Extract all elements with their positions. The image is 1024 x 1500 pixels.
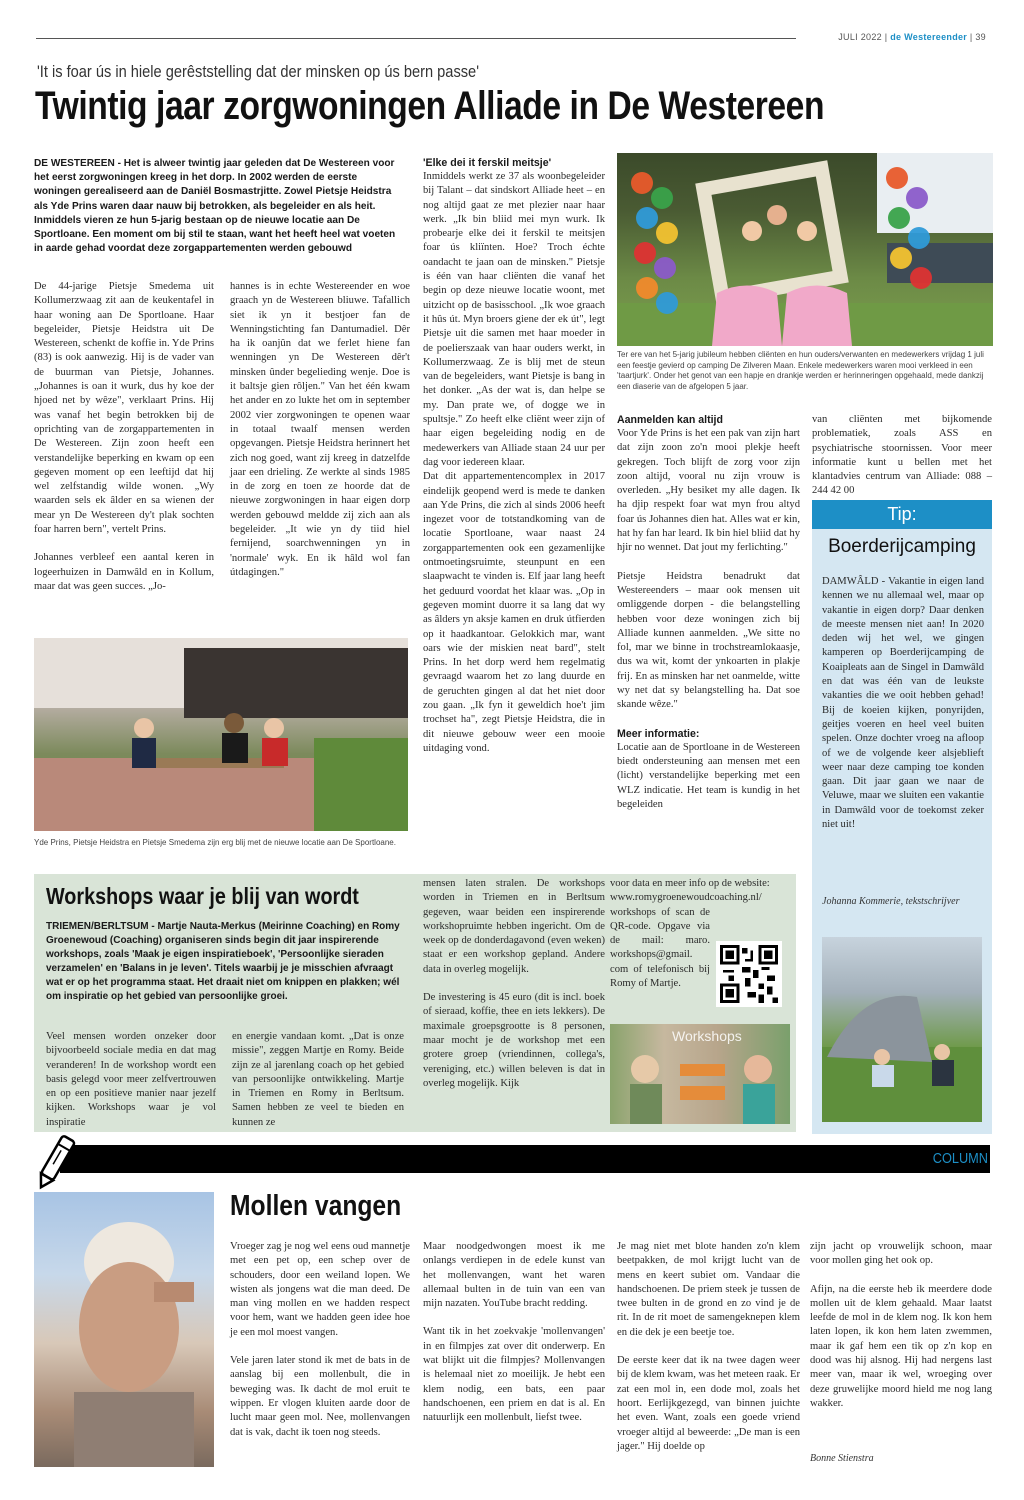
publication-name: de Westereender [890,32,968,42]
paragraph: De 44-jarige Pietsje Smedema uit Kollumerzwaag zit aan de keukentafel in haar woning aan De Sportloane. Haar begeleider, Pietsje Heidstra uit De Westereen, schenkt de koffie in. Yde Prins (83) is ook aanwezig. Hij is de vader van de buurman van Pietsje, Johannes. „Johannes is oan it wurk, dus hy koe der hjoed net by wêze", verklaart Prins. Hij was vanaf het begin betrokken bij de oprichting van de zorgappartementen in De Westereen. Zijn zoon heeft een verstandelijke beperking en kwam op een gegeven moment op een leeftijd dat hij wel zelfstandig wilde wonen. „Wy waarden sels ek âlder en sa wienen der mear yn De Westereen dy't plak sochten foar harren bern", vertelt Prins. [34,281,214,536]
article-column-4 [617,413,800,812]
paragraph: Vele jaren later stond ik met de bats in de aanslag bij een mollenbult, die in beweging was. Ik dacht de mol eruit te wippen. Er vlogen kluiten aarde door de lucht maar geen mol. Nee, mollenvangen dat is vak, dacht ik toen nog steeds. [230,1355,410,1438]
paragraph: Veel mensen worden onzeker door bijvoorbeeld sociale media en dat mag veranderen! In de workshop wordt een basis gelegd voor meer zelfvertrouwen en op een positieve manier naar jezelf kijken. Workshops waar je vol inspiratie [46,1031,216,1128]
paragraph: Maar noodgedwongen moest ik me onlangs verdiepen in de edele kunst van het mollenvangen, want het waren allemaal bulten in de tuin van een van mijn nazaten. YouTube bracht redding. [423,1241,605,1310]
paragraph: Voor Yde Prins is het een pak van zijn hart dat zijn zoon zo'n mooi plekje heeft gekregen. Toch blijft de zorg voor zijn zoon altijd, vooral nu zijn vrouw is overleden. „Hy besiket my alle dagen. Ik ha djip respekt foar wat myn frou altyd foar ús Johannes dien hat. Alles wat er kin, hat hy fan har leard. Ik bin hiel bliid dat hy hjir no wennet. Dat jout my ferlichting." [617,428,800,554]
photo-caption: Ter ere van het 5-jarig jubileum hebben cliënten en hun ouders/verwanten en medewerkers vrijdag 1 juli een feestje gevierd op camping De Zilveren Maan. Enkele medewerkers waren mooi verkleed in een 'taartjurk'. Onder het genot van een hapje en drankje werden er herinneringen opgehaald, mede dankzij een diaserie van de afgelopen 5 jaar. [617,350,984,391]
paragraph: en energie vandaan komt. „Dat is onze missie", zeggen Martje en Romy. Beide zijn ze al jarenlang coach op het gebied van persoonlijke ontwikkeling. Martje in Triemen en Romy in Berltsum. Samen hebben ze veel te bieden en kunnen ze [232,1031,404,1128]
author-illustration [34,1192,214,1467]
qr-code[interactable] [716,941,782,1007]
separator: | [884,32,891,42]
paragraph: De investering is 45 euro (dit is incl. boek of sieraad, koffie, thee en iets lekkers). De maximale groepsgrootte is 8 personen, maar mocht je de workshop met een grotere groep (vriendinnen, collega's, vereniging, etc.) willen beleven is dat in overleg mogelijk. Kijk [423,992,605,1089]
column-label: COLUMN [932,1150,988,1167]
tip-title: Boerderijcamping [828,536,976,557]
paragraph: Je mag niet met blote handen zo'n klem beetpakken, de mol krijgt lucht van de mens en keert subiet om. Vandaar die handschoenen. De priem steek je tussen de twee bulten in de grond en zo vind je de rit. In de rit moet de samengeknepen klem en die dek je een beetje toe. [617,1241,800,1338]
paragraph: Vroeger zag je nog wel eens oud mannetje met een pet op, een schep over de schouders, door een weiland lopen. We wisten als jongens wat die man deed. De man ving mollen en we hadden respect voor hem, want we hadden geen idee hoe je een mol moest vangen. [230,1241,410,1338]
workshop-title: Workshops waar je blij van wordt [46,883,359,909]
article-intro: DE WESTEREEN - Het is alweer twintig jaar geleden dat De Westereen voor het eerst zorgwoningen kreeg in het dorp. In 2002 werden de eerste woningen gerealiseerd aan de Daniël Bosmastrjitte. Zowel Pietsje Heidstra als Yde Prins waren daar nauw bij betrokken, als begeleider en als heit. Inmiddels vieren ze hun 5-jarig bestaan op de nieuwe locatie aan De Sportloane. Een moment om bij stil te staan, want het heeft heel wat voeten in aarde gehad voordat deze zorgappartementen werden gebouwd [34,158,396,255]
column-title: Mollen vangen [230,1190,402,1222]
article-headline: Twintig jaar zorgwoningen Alliade in De Westereen [35,84,825,128]
paragraph: workshops of scan de QR-code. Opgave via de mail: maro. workshops@gmail. com of telefonisch bij Romy of Martje. [610,906,710,990]
paragraph: Locatie aan de Sportloane in de Westereen biedt ondersteuning aan mensen met een (licht) verstandelijke beperking met een WLZ indicatie. Het team is kundig in het begeleiden [617,741,800,810]
subheading: Meer informatie: [617,727,700,740]
workshop-photo-text: Workshops [672,1028,742,1044]
website-link[interactable]: www.romygroenewoudcoaching.nl/ [610,892,762,904]
tip-label: Tip: [812,500,992,529]
pen-icon [30,1133,80,1193]
tip-body: DAMWÂLD - Vakantie in eigen land kennen we nu allemaal wel, maar op vakantie in eigen dorp? Daar denken de meeste mensen niet aan! In 2020 deden wij het wel, we gingen kamperen op Boerderijcamping de Koaipleats aan de Singel in Damwâld en dat was één van de leukste vakanties die we ooit hebben gehad! Bij de koeien kijken, ponyrijden, geitjes voeren en heel veel buiten spelen. Onze dochter vroeg na afloop of we de volgende keer alsjeblieft weer naar deze camping toe konden gaan. Dit jaar gaan we naar de Veluwe, maar we sluiten een vakantie in Damwâld voor de toekomst zeker niet uit! [822,576,984,831]
workshop-intro: TRIEMEN/BERLTSUM - Martje Nauta-Merkus (Meirinne Coaching) en Romy Groenewoud (Coaching) organiseren sinds begin dit jaar inspirerende workshops, zoals 'Maak je eigen inspiratieboek', 'Persoonlijke sieraden verzamelen' en 'Balans in je leven'. Titels waarbij je je misschien afvraagt wat er op het programma staat. Het draait niet om knippen en plakken; wél om inspiratie op het gebied van persoonlijke groei. [46,921,400,1002]
paragraph: zijn jacht op vrouwelijk schoon, maar voor mollen ging het ook op. [810,1241,992,1267]
column-banner [60,1145,990,1173]
article-column-1 [34,280,214,594]
subheading: 'Elke dei it ferskil meitsje' [423,157,552,169]
paragraph: Johannes verbleef een aantal keren in logeerhuizen in Damwâld en in Kollum, maar dat was geen succes. „Jo- [34,552,214,592]
paragraph: van cliënten met bijkomende problematiek, zoals ASS en psychiatrische stoornissen. Voor meer informatie kunt u bellen met het klantadvies centrum van Alliade: 088 – 244 42 00 [812,414,992,497]
photo-jubilee-party [617,153,993,346]
workshop-column-1 [46,1030,216,1130]
paragraph: Dat dit appartementencomplex in 2017 eindelijk geopend werd is mede te danken aan Yde Prins, die zich al sinds 2006 heeft ingezet voor de totstandkoming van de locatie Sportloane, waar naast 24 zorgappartementen ook een gezamenlijke ontmoetingsruimte, steunpunt en een slaapwacht te vinden is. Elf jaar lang heeft het geduurd voordat het klaar was. „Op in gegeven momint duorre it sa lang dat wy as âlders yn aksje kamen en druk útfierden op it haadkantoar. Gelokkich mar, want oars wie der miskien neat bard", stelt Prins. In het dorp werd hem regelmatig gevraagd waarom het zo lang duurde en de geruchten gingen al dat het niet door zou gaan. „Ik fyn it geweldich hoe't jim trochset ha", zegt Pietsje Heidstra, die in dit nieuwe gebouw weer een mooie uitdaging vond. [423,471,605,754]
column-text-3 [617,1240,800,1454]
photo-caption: Yde Prins, Pietsje Heidstra en Pietsje Smedema zijn erg blij met de nieuwe locatie aan De Sportloane. [34,838,396,847]
photo-camping [822,937,982,1122]
column-signature: Bonne Stienstra [810,1453,874,1464]
tip-signature: Johanna Kommerie, tekstschrijver [822,896,960,907]
column-text-2 [423,1240,605,1426]
camping-illustration [822,937,982,1122]
paragraph: De eerste keer dat ik na twee dagen weer bij de klem kwam, was het meteen raak. Er zat een mol in, een dode mol, zoals het hoort. Eerlijkgezegd, van binnen juichte het even. Want, zoals een goede vriend vroeger altijd al beweerde: „De man is een jager." Hij doelde op [617,1355,800,1452]
photo-residents [34,638,408,831]
subheading: Aanmelden kan altijd [617,414,723,426]
column-text-1 [230,1240,410,1440]
residents-illustration [34,638,408,831]
paragraph: hannes is in echte Westereender en woe graach yn de Westereen bliuwe. Tafallich siet ik yn it bestjoer fan de Wenningstichting fan Dantumadiel. Dêr ha ik oanjûn dat we ferlet hiene fan wenningen yn De Westereen dêr't minsken ûnder begelieding wenje. Doe is it baltsje gien rôljen." Van het één kwam het ander en zo lukte het om in september 2002 vier zorgwoningen te openen waar in totaal twaalf mensen werden opgevangen. Pietsje Heidstra herinnert het zich nog goed, want zij kreeg in datzelfde jaar een drieling. Ze werkte al sinds 1985 in de zorg en toen ze hoorde dat de nieuwe zorgwoningen in haar eigen dorp werden gebouwd meldde zij zich aan als begeleider. „It wie yn dy tiid hiel fernijend, soarchwenningen yn in 'normale' wyk. En ik hâld wol fan útdagingen." [230,281,410,578]
folio [838,32,986,42]
article-column-5 [812,413,992,499]
workshop-column-2 [232,1030,404,1130]
article-kicker: 'It is foar ús in hiele gerêststelling dat der minsken op ús bern passe' [37,62,479,81]
photo-author [34,1192,214,1467]
qr-code-icon [720,945,778,1003]
article-column-2 [230,280,410,580]
workshop-column-3 [423,877,605,1091]
paragraph: Afijn, na die eerste heb ik meerdere dode mollen uit de klem gehaald. Maar laatst leefde de mol in de klem nog. Ik kon hem laten lopen, ik kon hem laten zwemmen, maar ik gaf hem een tik op z'n kop en dood was hij alsnog. Hij had nergens last meer van, maar ik wel, wroeging over deze gruwelijke moord hield me nog lang wakker. [810,1283,992,1409]
paragraph: Want tik in het zoekvakje 'mollenvangen' in en filmpjes zat over dit onderwerp. En wat blijkt uit die filmpjes? Mollenvangen is helemaal niet zo moeilijk. Je hebt een klem nodig, een bats, een paar handschoenen, een priem en dat is al. En natuurlijk een mollenbult, liefst twee. [423,1326,605,1424]
issue-date: JULI 2022 [838,32,882,42]
column-text-4 [810,1240,992,1411]
page-number: 39 [975,32,986,42]
paragraph: voor data en meer info op de website: [610,878,770,889]
party-illustration [617,153,993,346]
paragraph: Pietsje Heidstra benadrukt dat Westereenders – maar ook mensen uit omliggende dorpen - die belangstelling hebben voor deze woningen zich bij Alliade kunnen aanmelden. „We sitte no fol, mar we binne in trochstreamlokaasje, dus wa wit, komt der ynkoarten in plakje frij. En as minsken har net oanmelde, witte wy net dat sy belangstelling ha. Dat soe skande wêze." [617,570,800,711]
paragraph: Inmiddels werkt ze 37 als woonbegeleider bij Talant – dat sindskort Alliade heet – en nog altijd gaat ze met plezier naar haar werk. „Ik bin bliid mei myn wurk. Ik probearje elke dei it ferskil te meitsjen foar ús kliïnten. Hoe? Troch échte oandacht te jaan oan de minsken." Pietsje is één van haar cliënten die vanaf het begin op deze nieuwe locatie woont, met uitzicht op de basisschool. „Ik woe graach it hûs út. Myn broers giene der ek út", legt Pietsje uit die samen met haar moeder in de poelierszaak van haar ouders werkt, in Kollumerzwaag. Ze is blij met de steun van de begeleiders, want Pietsje is bang in het donker. „As der wat is, dan helpe se my. Dan prate we, of dogge we in spultsje." Zo heeft elke cliënt weer zijn of haar eigen begeleiding nodig en de medewerkers van Alliade staan 24 uur per dag voor iedereen klaar. [423,171,605,468]
paragraph: mensen laten stralen. De workshops worden in Triemen en in Berltsum gegeven, waar beiden een inspirerende workshopruimte hebben ingericht. Om de week op de donderdagavond (even weken) staat er een workshop gepland. Andere data in overleg mogelijk. [423,878,605,975]
article-column-3 [423,156,605,756]
header-rule [36,38,796,39]
separator: | [969,32,976,42]
